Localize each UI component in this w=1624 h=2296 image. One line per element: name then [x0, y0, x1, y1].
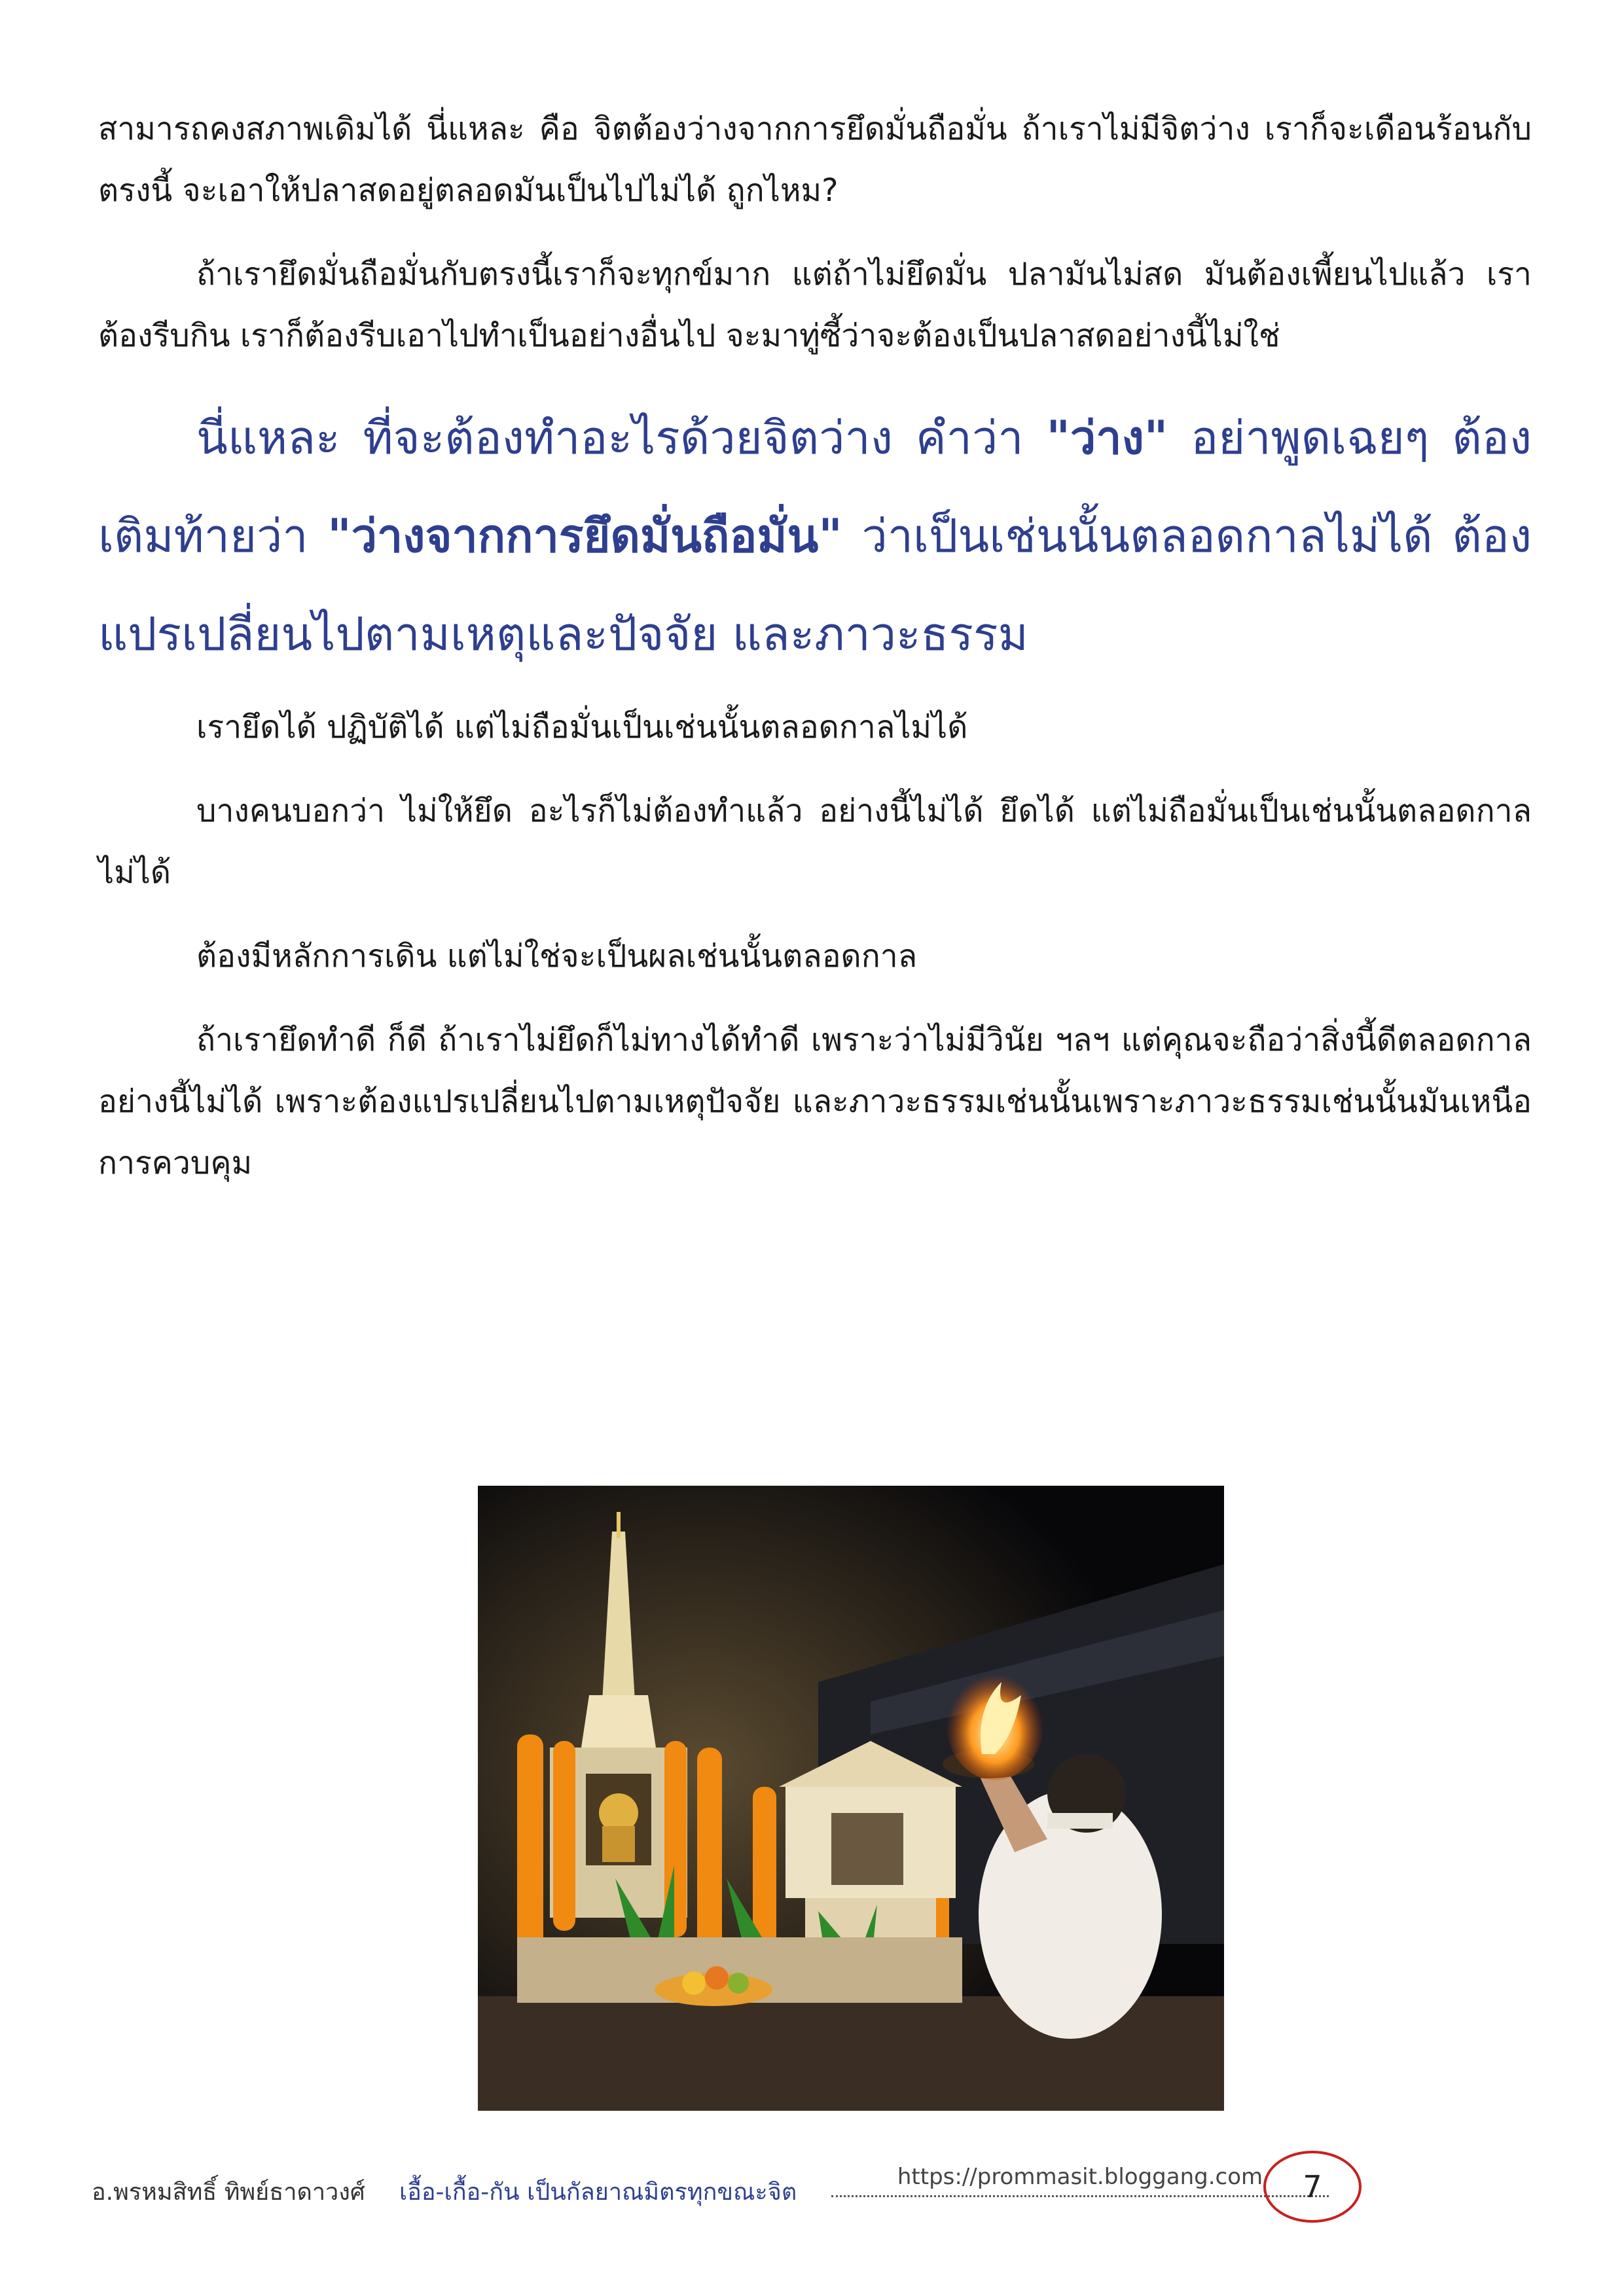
footer-url-link[interactable]: https://prommasit.bloggang.com	[831, 2164, 1329, 2197]
paragraph-4: บางคนบอกว่า ไม่ให้ยึด อะไรก็ไม่ต้องทำแล้ว อย่างนี้ไม่ได้ ยึดได้ แต่ไม่ถือมั่นเป็นเช่นนั้นตลอดกาลไม่ได้	[98, 793, 1532, 891]
footer-author: อ.พรหมสิทธิ์ ทิพย์ธาดาวงศ์	[92, 2179, 365, 2206]
page-footer	[92, 2147, 1545, 2238]
page-number-badge	[1263, 2151, 1362, 2223]
page-number: 7	[1303, 2169, 1322, 2204]
footer-slogan: เอื้อ-เกื้อ-กัน เป็นกัลยาณมิตรทุกขณะจิต	[399, 2179, 797, 2206]
paragraph-6: ถ้าเรายึดทำดี ก็ดี ถ้าเราไม่ยึดก็ไม่ทางได้ทำดี เพราะว่าไม่มีวินัย ฯลฯ แต่คุณจะถือว่าสิ่งนี้ดีตลอดกาลอย่างนี้ไม่ได้ เพราะต้องแปรเปลี่ยนไปตามเหตุปัจจัย และภาวะธรรมเช่นนั้นเพราะภาวะธรรมเช่นนั้นมันเหนือการควบคุม	[98, 1022, 1532, 1181]
highlight-text-1: นี่แหละ ที่จะต้องทำอะไรด้วยจิตว่าง คำว่า	[196, 411, 1047, 465]
paragraph-3: เรายึดได้ ปฏิบัติได้ แต่ไม่ถือมั่นเป็นเช่นนั้นตลอดกาลไม่ได้	[196, 709, 968, 745]
shrine-photo	[478, 1486, 1224, 2111]
paragraph-5: ต้องมีหลักการเดิน แต่ไม่ใช่จะเป็นผลเช่นนั้นตลอดกาล	[196, 938, 918, 975]
highlight-text-2: อย่าพูดเฉยๆ ต้องเติมท้ายว่า	[98, 411, 1532, 563]
shrine-illustration	[478, 1486, 1224, 2111]
highlight-bold-2: "ว่างจากการยึดมั่นถือมั่น"	[327, 509, 842, 563]
highlight-paragraph	[98, 389, 1532, 683]
highlight-bold-1: "ว่าง"	[1046, 411, 1168, 465]
highlight-text-3: ว่าเป็นเช่นนั้นตลอดกาลไม่ได้ ต้องแปรเปลี่ยนไปตามเหตุและปัจจัย และภาวะธรรม	[98, 509, 1532, 661]
body-text	[98, 98, 1532, 1216]
paragraph-1: สามารถคงสภาพเดิมได้ นี่แหละ คือ จิตต้องว่างจากการยึดมั่นถือมั่น ถ้าเราไม่มีจิตว่าง เราก็จะเดือนร้อนกับตรงนี้ จะเอาให้ปลาสดอยู่ตลอดมันเป็นไปไม่ได้ ถูกไหม?	[98, 111, 1532, 209]
paragraph-2: ถ้าเรายึดมั่นถือมั่นกับตรงนี้เราก็จะทุกข์มาก แต่ถ้าไม่ยึดมั่น ปลามันไม่สด มันต้องเพี้ยนไปแล้ว เราต้องรีบกิน เราก็ต้องรีบเอาไปทำเป็นอย่างอื่นไป จะมาทู่ซี้ว่าจะต้องเป็นปลาสดอย่างนี้ไม่ใช่	[98, 256, 1532, 354]
